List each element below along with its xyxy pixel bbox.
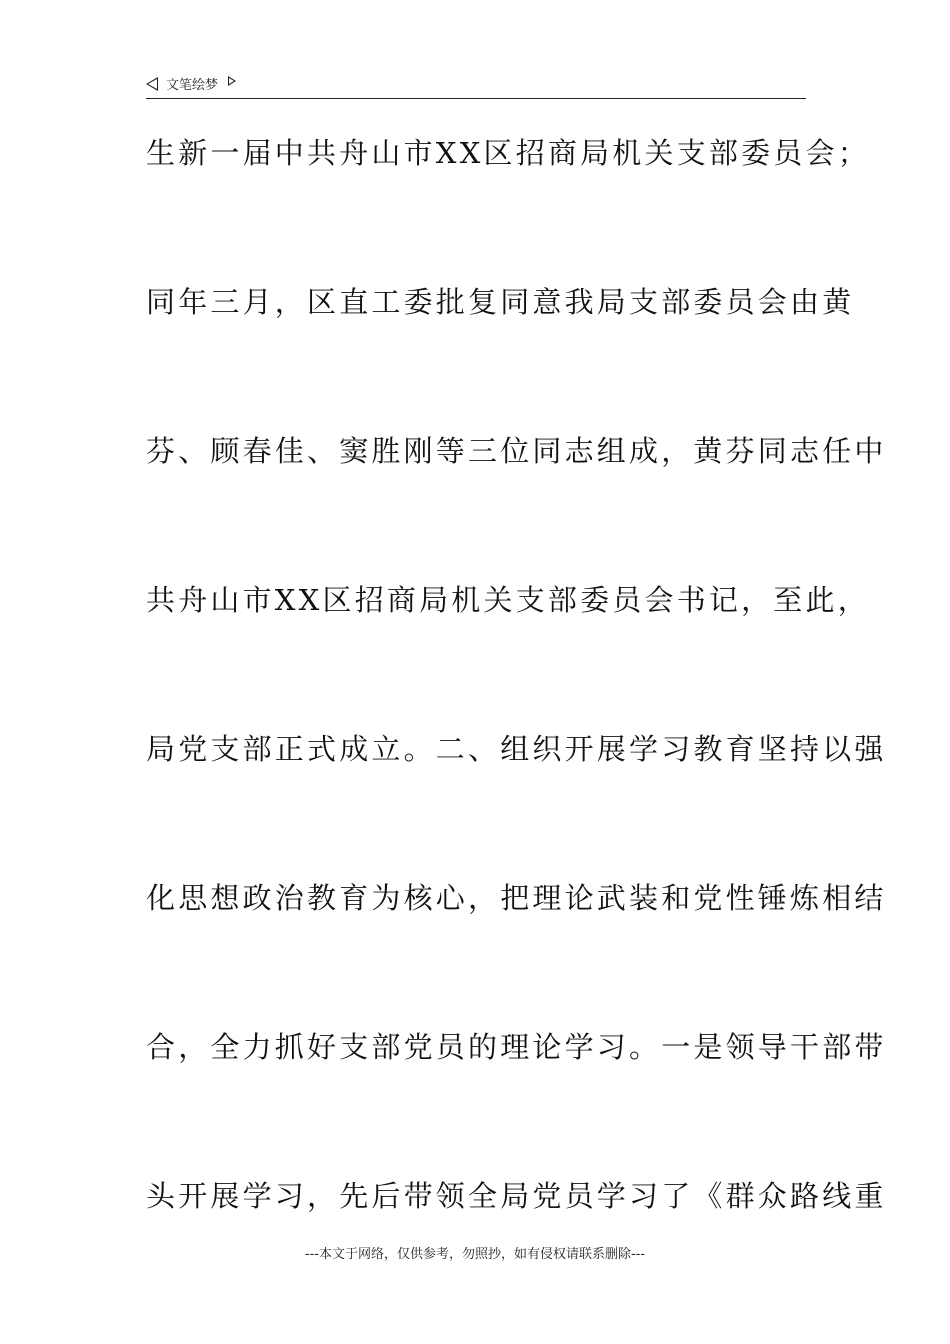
text-line: 头开展学习，先后带领全局党员学习了《群众路线重 <box>146 1179 887 1213</box>
text-line: 化思想政治教育为核心，把理论武装和党性锤炼相结 <box>146 881 887 915</box>
text-line: 生新一届中共舟山市XX区招商局机关支部委员会； <box>146 136 870 170</box>
header-brand <box>146 74 236 93</box>
text-line: 芬、顾春佳、窦胜刚等三位同志组成，黄芬同志任中 <box>146 434 887 468</box>
footer-notice: ---本文于网络，仅供参考，勿照抄，如有侵权请联系删除--- <box>304 1247 646 1262</box>
header-title: 文笔绘梦 <box>166 78 219 93</box>
page-header <box>146 72 806 99</box>
text-line: 同年三月，区直工委批复同意我局支部委员会由黄 <box>146 285 855 319</box>
triangle-left-icon <box>146 77 158 91</box>
triangle-right-icon <box>228 76 236 86</box>
text-line: 局党支部正式成立。二、组织开展学习教育坚持以强 <box>146 732 887 766</box>
text-line: 共舟山市XX区招商局机关支部委员会书记，至此， <box>146 583 870 617</box>
text-line: 合，全力抓好支部党员的理论学习。一是领导干部带 <box>146 1030 887 1064</box>
document-body <box>146 120 887 1312</box>
